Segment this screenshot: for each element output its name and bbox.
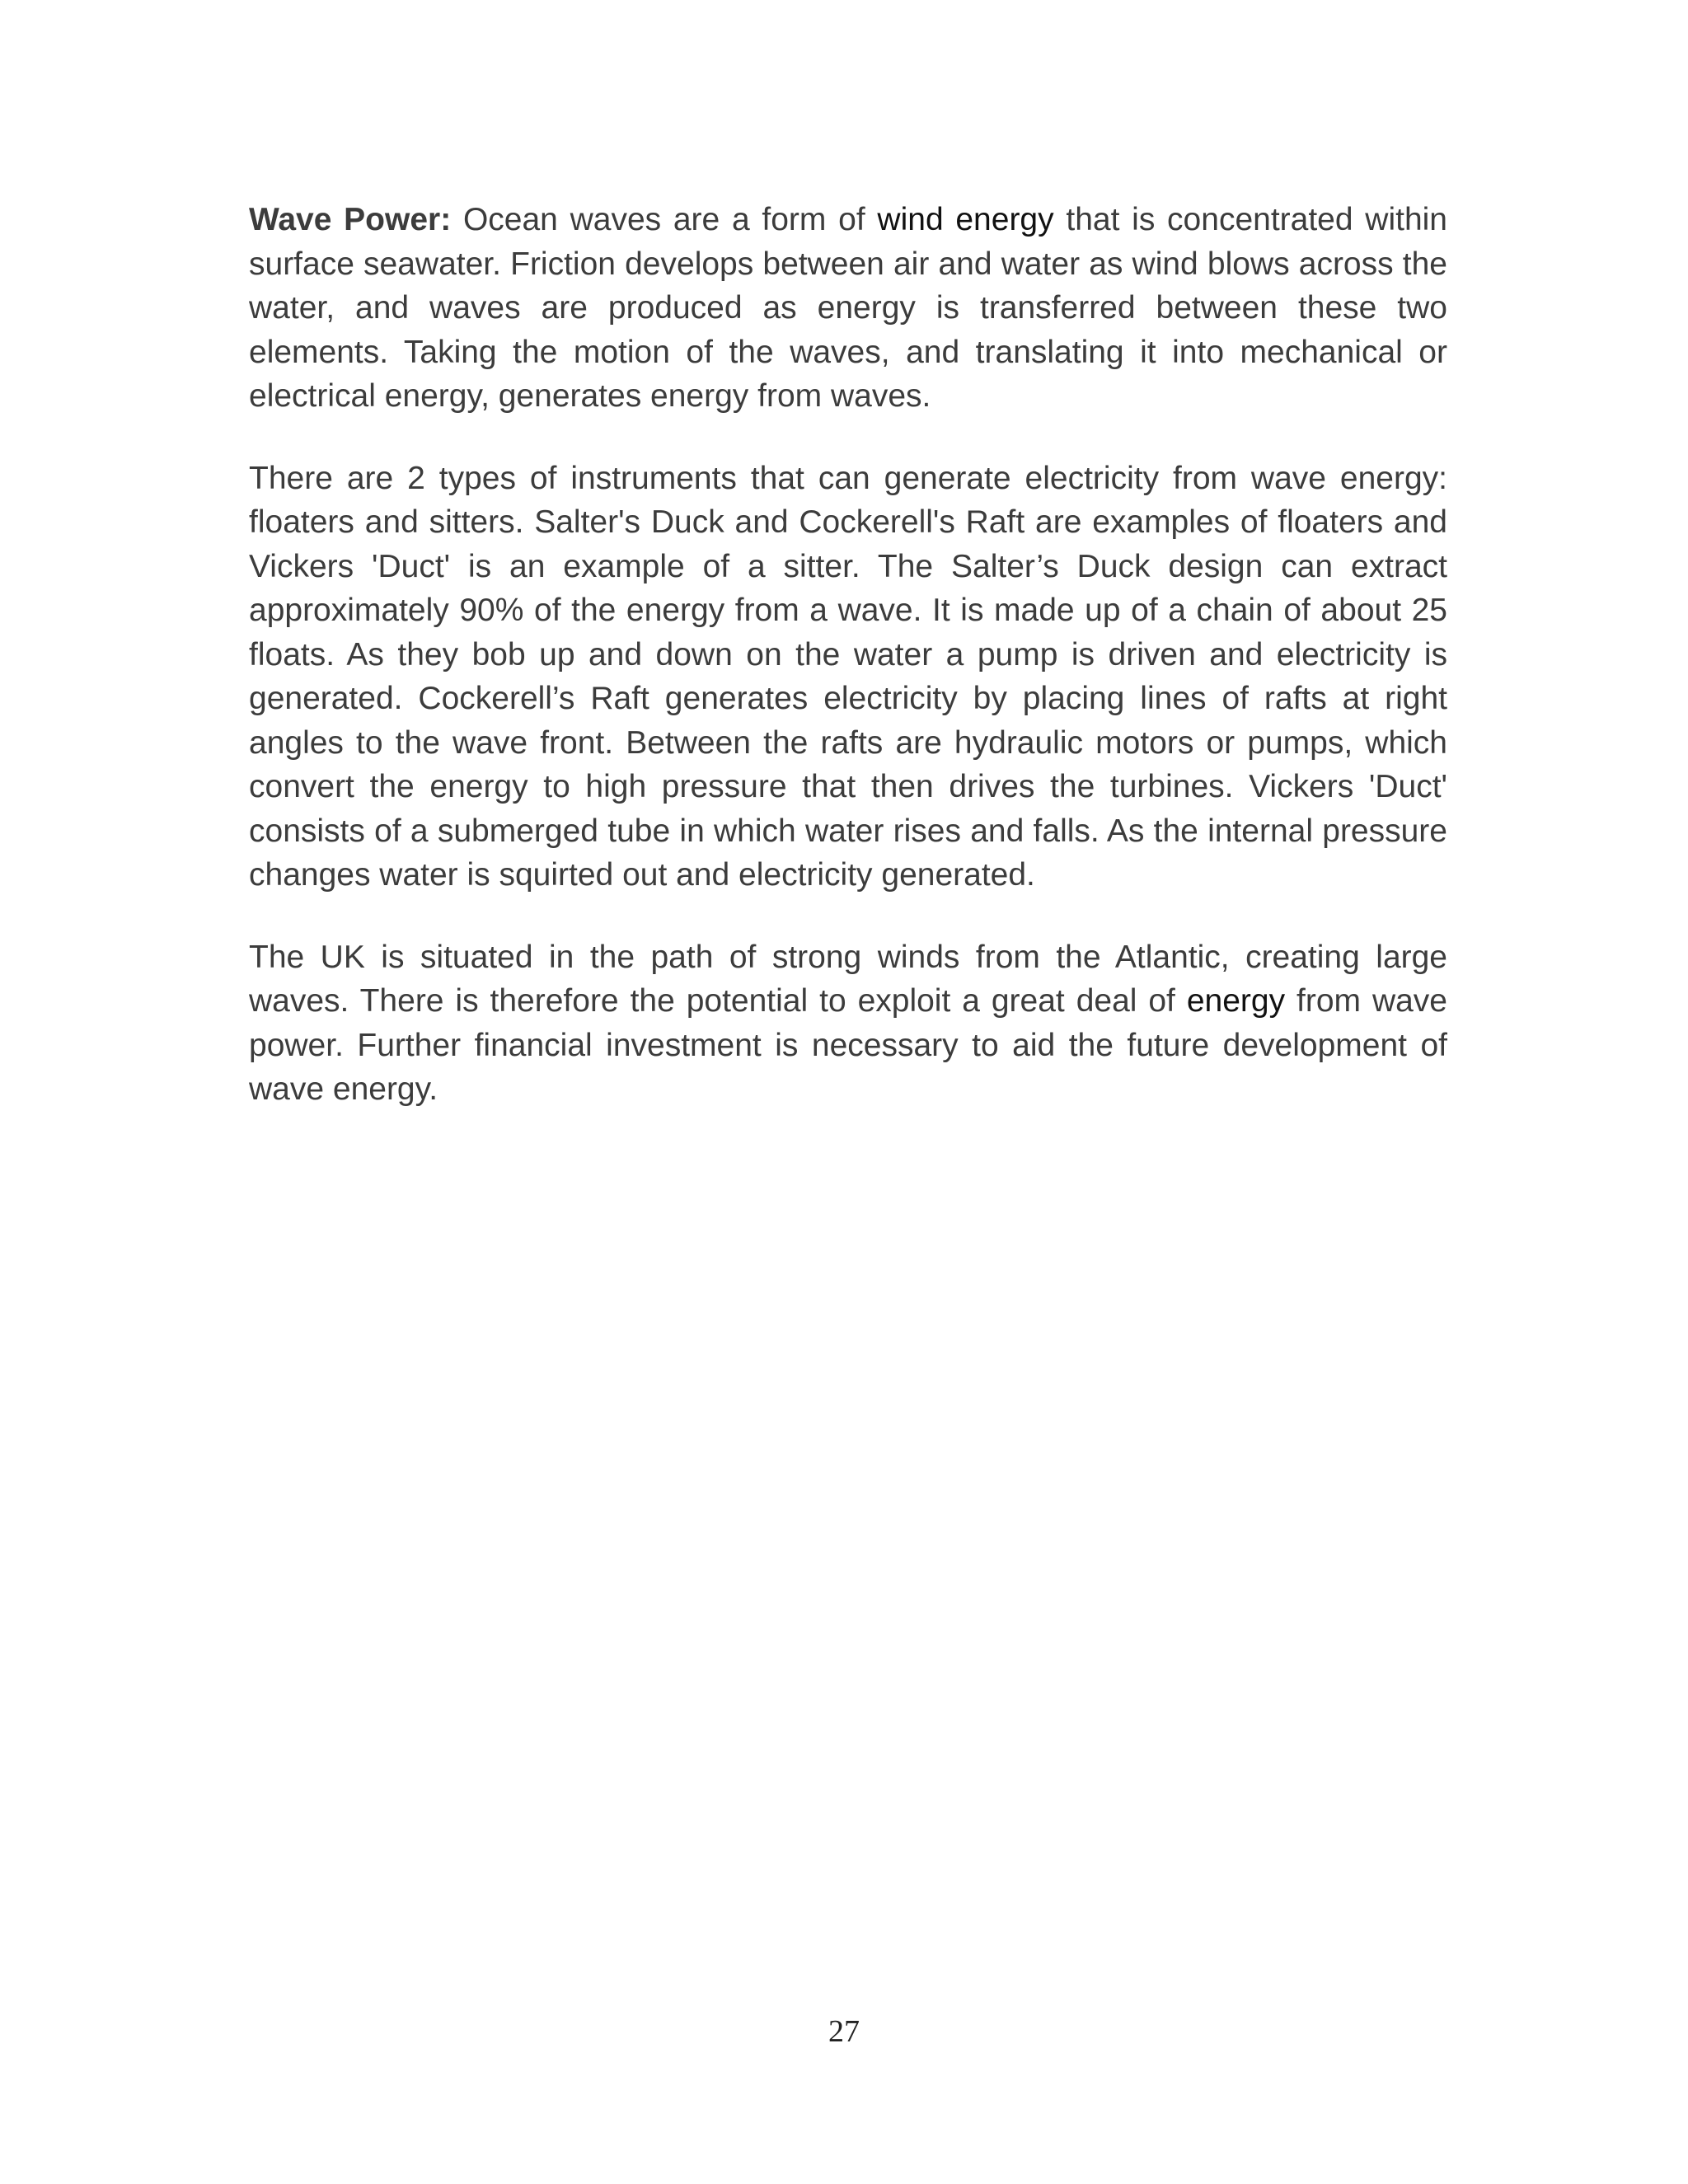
section-heading-inline: Wave Power: (249, 202, 452, 237)
body-text (249, 198, 1447, 1150)
paragraph-text: The UK is situated in the path of strong winds from the Atlantic, creating large waves. There is therefore the potential to exploit a great deal of (249, 939, 1447, 1019)
paragraph-wave-power-intro (249, 198, 1447, 419)
linked-term-energy: energy (1186, 983, 1286, 1019)
linked-term-wind-energy: wind energy (877, 202, 1054, 237)
paragraph-text: Ocean waves are a form of (451, 202, 878, 237)
page-number: 27 (828, 2014, 860, 2049)
paragraph-text: that is concentrated within surface seawater. Friction develops between air and water as wind blows across the water, and waves are produced as energy is transferred between these two elements. Taking the motion of the waves, and translating it into mechanical or electrical energy, generates energy from waves. (249, 202, 1447, 414)
paragraph-uk-potential (249, 935, 1447, 1112)
paragraph-instrument-types: There are 2 types of instruments that can generate electricity from wave energy: floaters and sitters. Salter's Duck and Cockerell's Raft are examples of floaters and Vickers 'Duct' is an example of a sitter. The Salter’s Duck design can extract approximately 90% of the energy from a wave. It is made up of a chain of about 25 floats. As they bob up and down on the water a pump is driven and electricity is generated. Cockerell’s Raft generates electricity by placing lines of rafts at right angles to the wave front. Between the rafts are hydraulic motors or pumps, which convert the energy to high pressure that then drives the turbines. Vickers 'Duct' consists of a submerged tube in which water rises and falls. As the internal pressure changes water is squirted out and electricity generated. (249, 460, 1447, 893)
paragraph-text: from wave power. Further financial investment is necessary to aid the future development of wave energy. (249, 983, 1447, 1107)
